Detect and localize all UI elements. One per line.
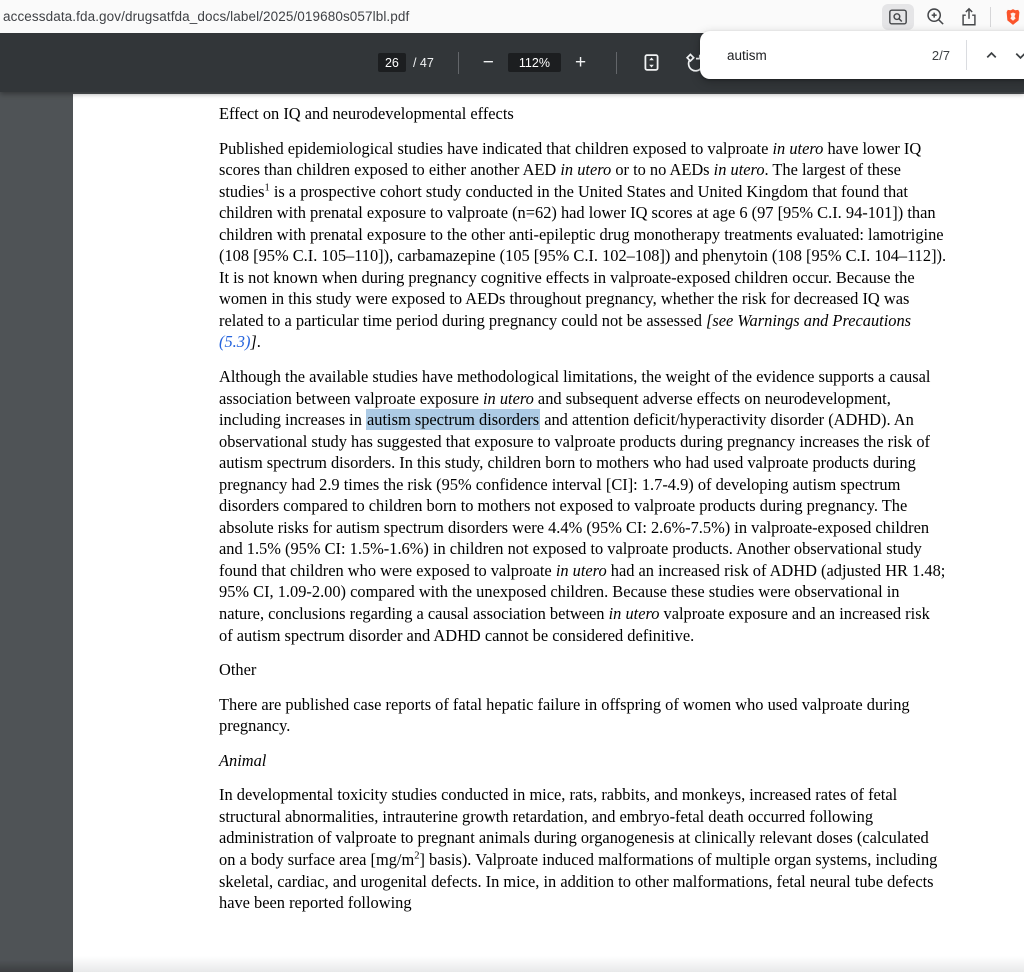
pdf-internal-link[interactable]: (5.3) [219,332,251,352]
text-run: ] [250,332,257,352]
text-run: Although the available studies have methodological limitations, the weight of the evidence supports a causal association between valproate exposure [219,367,931,408]
browser-actions [882,2,1024,32]
text-run: Animal [219,750,267,770]
text-run: Other [219,660,257,680]
find-bar [700,31,1024,79]
text-run: in utero [560,160,612,180]
document-heading [219,659,947,681]
toolbar-divider [990,7,991,27]
text-run: [see Warnings and Precautions [706,310,912,330]
zoom-page-icon[interactable] [923,4,948,29]
text-run: . [256,332,261,352]
document-paragraph [219,694,947,737]
find-in-page-icon[interactable] [882,4,914,30]
page-bottom-fade [73,956,1024,972]
zoom-out-button[interactable]: − [477,53,500,72]
text-run: valproate exposure and an increased risk of autism spectrum disorder and ADHD cannot be considered definitive. [219,604,930,645]
text-run: in utero [555,560,607,580]
document-heading-italic [219,750,947,772]
zoom-in-button[interactable]: + [569,53,592,72]
text-run: and attention deficit/hyperactivity disorder (ADHD). An observational study has suggested that exposure to valproate products during pregnancy increases the risk of autism spectrum disorders. In this study, children born to mothers who had used valproate products during pregnancy had 2.9 times the risk (95% confidence interval [CI]: 1.7-4.9) of developing autism spectrum disorders compared to children born to mothers not exposed to valproate products during pregnancy. The absolute risks for autism spectrum disorders were 4.4% (95% CI: 2.6%-7.5%) in valproate-exposed children and 1.5% (95% CI: 1.5%-1.6%) in children not exposed to valproate products. Another observational study found that children who were exposed to valproate [219,410,930,580]
document-heading [219,103,947,125]
find-query-input[interactable]: autism [727,47,767,63]
zoom-level-input[interactable]: 112% [508,53,561,72]
text-run: ] basis). Valproate induced malformations of multiple organ systems, including skeletal, cardiac, and urogenital defects. In mice, in addition to other malformations, fetal neural tube defects have been reported following [219,849,938,913]
document-paragraph [219,784,947,913]
text-run: There are published case reports of fatal hepatic failure in offspring of women who used valproate during pregnancy. [219,694,910,736]
text-run: Published epidemiological studies have indicated that children exposed to valproate [219,138,773,158]
pdf-viewer[interactable] [0,92,1024,972]
text-run: Effect on IQ and neurodevelopmental effects [219,104,514,123]
brave-logo-icon[interactable] [1002,2,1024,32]
text-run: or to no AEDs [611,160,714,180]
document-paragraph [219,138,947,353]
page-number-input[interactable]: 26 [378,53,406,72]
find-previous-button[interactable] [977,43,1006,68]
text-run: 2 [414,850,420,862]
text-run: and subsequent adverse effects on neurodevelopment, including increases in [219,388,891,430]
pdf-page [73,94,1024,972]
toolbar-divider [616,52,617,74]
browser-address-bar [0,0,1024,33]
document-paragraph [219,366,947,646]
find-result-count: 2/7 [931,47,950,63]
text-run: in utero [772,138,824,158]
text-run: 1 [264,182,270,194]
text-run: in utero [608,604,660,624]
text-run: in utero [482,388,534,408]
viewer-bottom-shadow [0,960,73,972]
text-run: had an increased risk of ADHD (adjusted HR 1.48; 95% CI, 1.09-2.00) compared with the unexposed children. Because these studies were observational in nature, conclusions regarding a causal association between [219,560,946,624]
text-run: is a prospective cohort study conducted in the United States and United Kingdom that found that children with prenatal exposure to valproate (n=62) had lower IQ scores at age 6 (97 [95% C.I. 94-101]) than children with prenatal exposure to the other anti-epileptic drug monotherapy treatments evaluated: lamotrigine (108 [95% C.I. 105–110]), carbamazepine (105 [95% C.I. 102–108]) and phenytoin (108 [95% C.I. 104–112]). It is not known when during pregnancy cognitive effects in valproate-exposed children occur. Because the women in this study were exposed to AEDs throughout pregnancy, whether the risk for decreased IQ was related to a particular time period during pregnancy could not be assessed [219,181,947,330]
text-run: . The largest of these studies [219,160,901,201]
text-run: in utero [713,160,765,180]
share-icon[interactable] [957,4,981,30]
fit-to-page-button[interactable] [635,52,668,73]
text-run: have lower IQ scores than children exposed to either another AED [219,138,922,180]
url-text[interactable]: accessdata.fda.gov/drugsatfda_docs/label/2025/019680s057lbl.pdf [3,9,410,24]
page-count-label: / 47 [412,55,434,70]
text-run: In developmental toxicity studies conducted in mice, rats, rabbits, and monkeys, increased rates of fetal structural abnormalities, intrauterine growth retardation, and embryo-fetal death occurred following administration of valproate to pregnant animals during organogenesis at clinically relevant doses (calculated on a body surface area [mg/m [219,785,929,869]
find-bar-divider [966,40,967,70]
toolbar-divider [458,52,459,74]
find-next-button[interactable] [1006,43,1024,68]
search-match-highlight: autism spectrum disorders [367,410,540,430]
